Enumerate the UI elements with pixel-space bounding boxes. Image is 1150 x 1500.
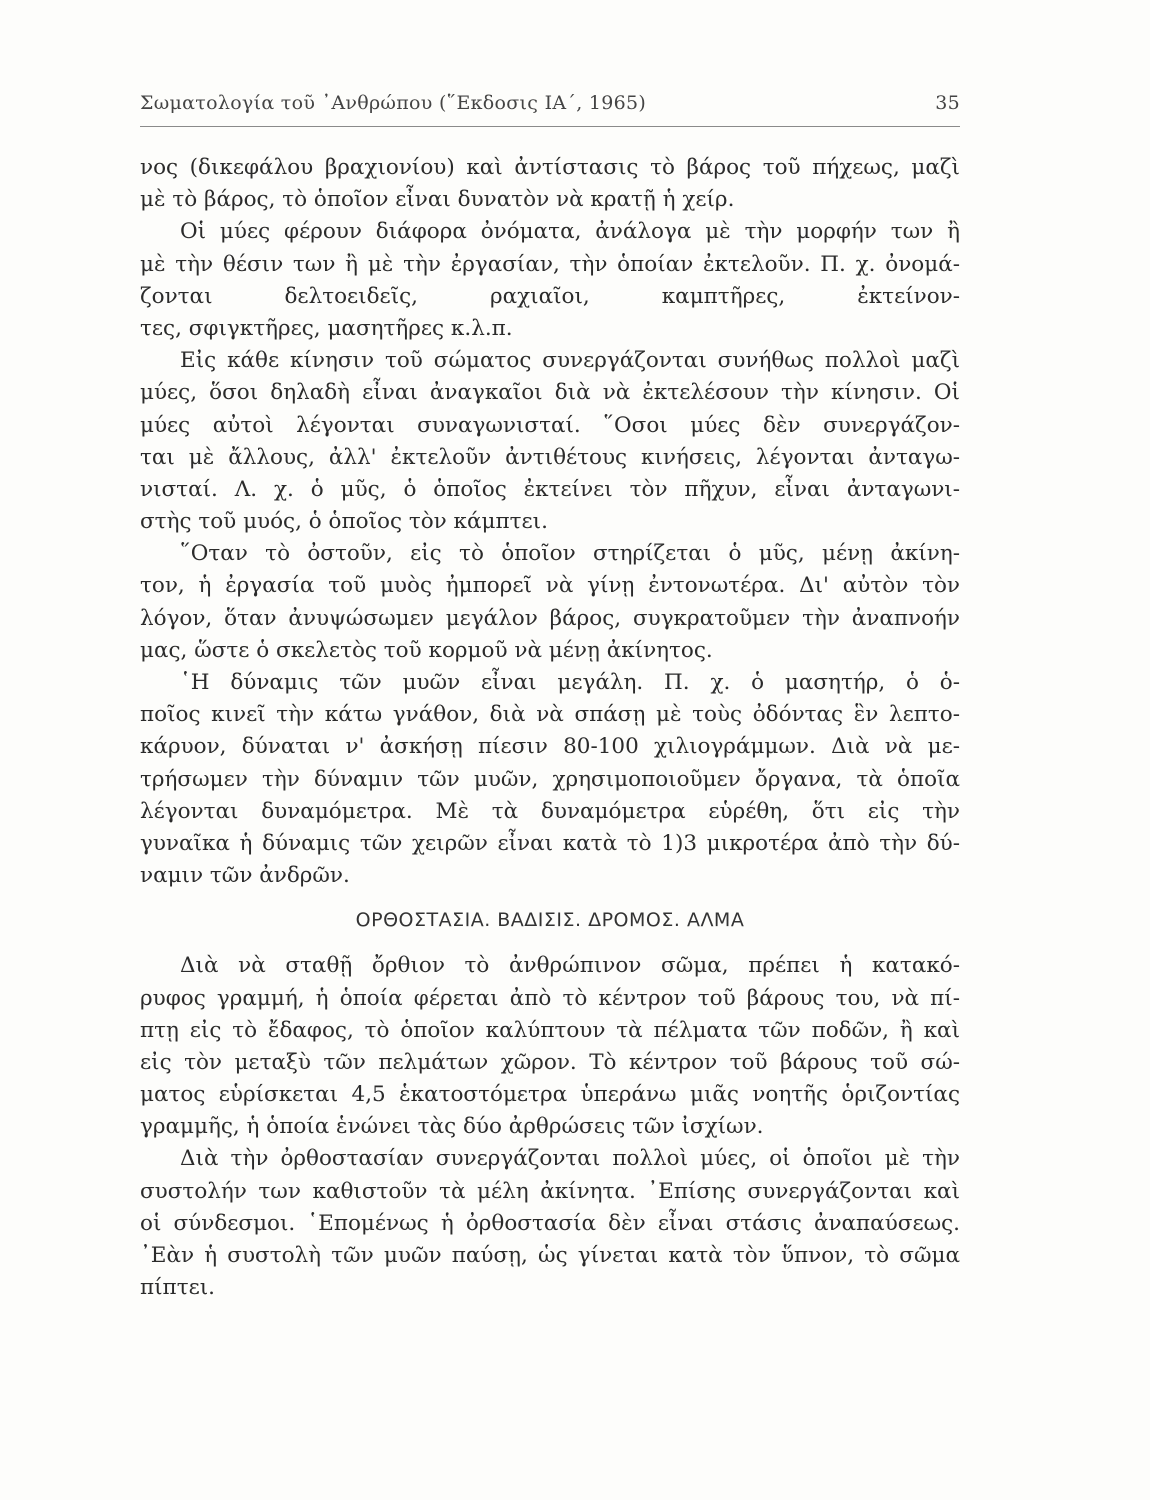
text-line: κάρυον, δύναται ν' ἀσκήσῃ πίεσιν 80-100 χιλιογράμμων. Διὰ νὰ με- (140, 734, 960, 760)
text-line: Οἱ μύες φέρουν διάφορα ὀνόματα, ἀνάλογα μὲ τὴν μορφήν των ἢ (180, 219, 960, 245)
text-line: τες, σφιγκτῆρες, μασητῆρες κ.λ.π. (140, 315, 513, 341)
text-line: ῞Οταν τὸ ὀστοῦν, εἰς τὸ ὁποῖον στηρίζεται ὁ μῦς, μένῃ ἀκίνη- (180, 541, 960, 567)
text-line: πίπτει. (140, 1275, 215, 1301)
body-text (140, 152, 960, 1304)
text-line: μύες, ὅσοι δηλαδὴ εἶναι ἀναγκαῖοι διὰ νὰ ἐκτελέσουν τὴν κίνησιν. Οἱ (140, 380, 960, 406)
text-line: Εἰς κάθε κίνησιν τοῦ σώματος συνεργάζονται συνήθως πολλοὶ μαζὶ (180, 348, 960, 374)
text-line: τον, ἡ ἐργασία τοῦ μυὸς ἠμπορεῖ νὰ γίνῃ ἐντονωτέρα. Δι' αὐτὸν τὸν (140, 573, 960, 599)
header-title: Σωματολογία τοῦ ᾿Ανθρώπου (῞Εκδοσις ΙΑ΄, 1965) (140, 92, 647, 114)
text-line: ᾿Εὰν ἡ συστολὴ τῶν μυῶν παύσῃ, ὡς γίνεται κατὰ τὸν ὕπνον, τὸ σῶμα (140, 1243, 960, 1268)
text-line: μύες αὐτοὶ λέγονται συναγωνισταί. ῞Οσοι μύες δὲν συνεργάζον- (140, 412, 960, 438)
text-line: ρυφος γραμμή, ἡ ὁποία φέρεται ἀπὸ τὸ κέντρον τοῦ βάρους του, νὰ πί- (140, 985, 960, 1011)
text-line: νισταί. Λ. χ. ὁ μῦς, ὁ ὁποῖος ἐκτείνει τὸν πῆχυν, εἶναι ἀνταγωνι- (140, 476, 960, 502)
text-line: μας, ὥστε ὁ σκελετὸς τοῦ κορμοῦ νὰ μένῃ ἀκίνητος. (140, 637, 713, 663)
text-line: γραμμῆς, ἡ ὁποία ἑνώνει τὰς δύο ἀρθρώσεις τῶν ἰσχίων. (140, 1114, 764, 1140)
text-line: γυναῖκα ἡ δύναμις τῶν χειρῶν εἶναι κατὰ τὸ 1)3 μικροτέρα ἀπὸ τὴν δύ- (140, 830, 960, 856)
text-line: ποῖος κινεῖ τὴν κάτω γνάθον, διὰ νὰ σπάσῃ μὲ τοὺς ὀδόντας ἓν λεπτο- (140, 702, 960, 728)
text-line: λέγονται δυναμόμετρα. Μὲ τὰ δυναμόμετρα εὑρέθη, ὅτι εἰς τὴν (140, 798, 960, 824)
text-line: μὲ τὴν θέσιν των ἢ μὲ τὴν ἐργασίαν, τὴν ὁποίαν ἐκτελοῦν. Π. χ. ὀνομά- (140, 251, 960, 277)
running-header (140, 92, 960, 127)
text-line: ζονται δελτοειδεῖς, ραχιαῖοι, καμπτῆρες, ἐκτείνον- (140, 283, 960, 309)
section-heading: ΟΡΘΟΣΤΑΣΙΑ. ΒΑΔΙΣΙΣ. ΔΡΟΜΟΣ. ΑΛΜΑ (355, 909, 745, 932)
text-line: λόγον, ὅταν ἀνυψώσωμεν μεγάλον βάρος, συγκρατοῦμεν τὴν ἀναπνοήν (140, 605, 960, 631)
text-line: οἱ σύνδεσμοι. ῾Επομένως ἡ ὀρθοστασία δὲν εἶναι στάσις ἀναπαύσεως. (140, 1210, 960, 1236)
text-line: συστολήν των καθιστοῦν τὰ μέλη ἀκίνητα. ᾿Επίσης συνεργάζονται καὶ (140, 1178, 960, 1204)
text-line: πτῃ εἰς τὸ ἔδαφος, τὸ ὁποῖον καλύπτουν τὰ πέλματα τῶν ποδῶν, ἢ καὶ (140, 1017, 960, 1043)
text-line: Διὰ νὰ σταθῇ ὄρθιον τὸ ἀνθρώπινον σῶμα, πρέπει ἡ κατακό- (180, 953, 960, 979)
text-line: νος (δικεφάλου βραχιονίου) καὶ ἀντίστασις τὸ βάρος τοῦ πήχεως, μαζὶ (140, 155, 960, 180)
text-line: τρήσωμεν τὴν δύναμιν τῶν μυῶν, χρησιμοποιοῦμεν ὄργανα, τὰ ὁποῖα (140, 766, 960, 792)
page-number: 35 (935, 92, 960, 114)
text-line: στὴς τοῦ μυός, ὁ ὁποῖος τὸν κάμπτει. (140, 509, 548, 535)
text-line: μὲ τὸ βάρος, τὸ ὁποῖον εἶναι δυνατὸν νὰ κρατῇ ἡ χείρ. (140, 187, 735, 213)
text-line: ναμιν τῶν ἀνδρῶν. (140, 863, 350, 889)
text-line: Διὰ τὴν ὀρθοστασίαν συνεργάζονται πολλοὶ μύες, οἱ ὁποῖοι μὲ τὴν (180, 1146, 960, 1172)
text-line: ται μὲ ἄλλους, ἀλλ' ἐκτελοῦν ἀντιθέτους κινήσεις, λέγονται ἀνταγω- (140, 444, 960, 470)
text-line: ματος εὑρίσκεται 4,5 ἑκατοστόμετρα ὑπεράνω μιᾶς νοητῆς ὁριζοντίας (140, 1082, 960, 1108)
text-line: ῾Η δύναμις τῶν μυῶν εἶναι μεγάλη. Π. χ. ὁ μασητήρ, ὁ ὁ- (180, 670, 960, 695)
text-line: εἰς τὸν μεταξὺ τῶν πελμάτων χῶρον. Τὸ κέντρον τοῦ βάρους τοῦ σώ- (140, 1049, 960, 1075)
